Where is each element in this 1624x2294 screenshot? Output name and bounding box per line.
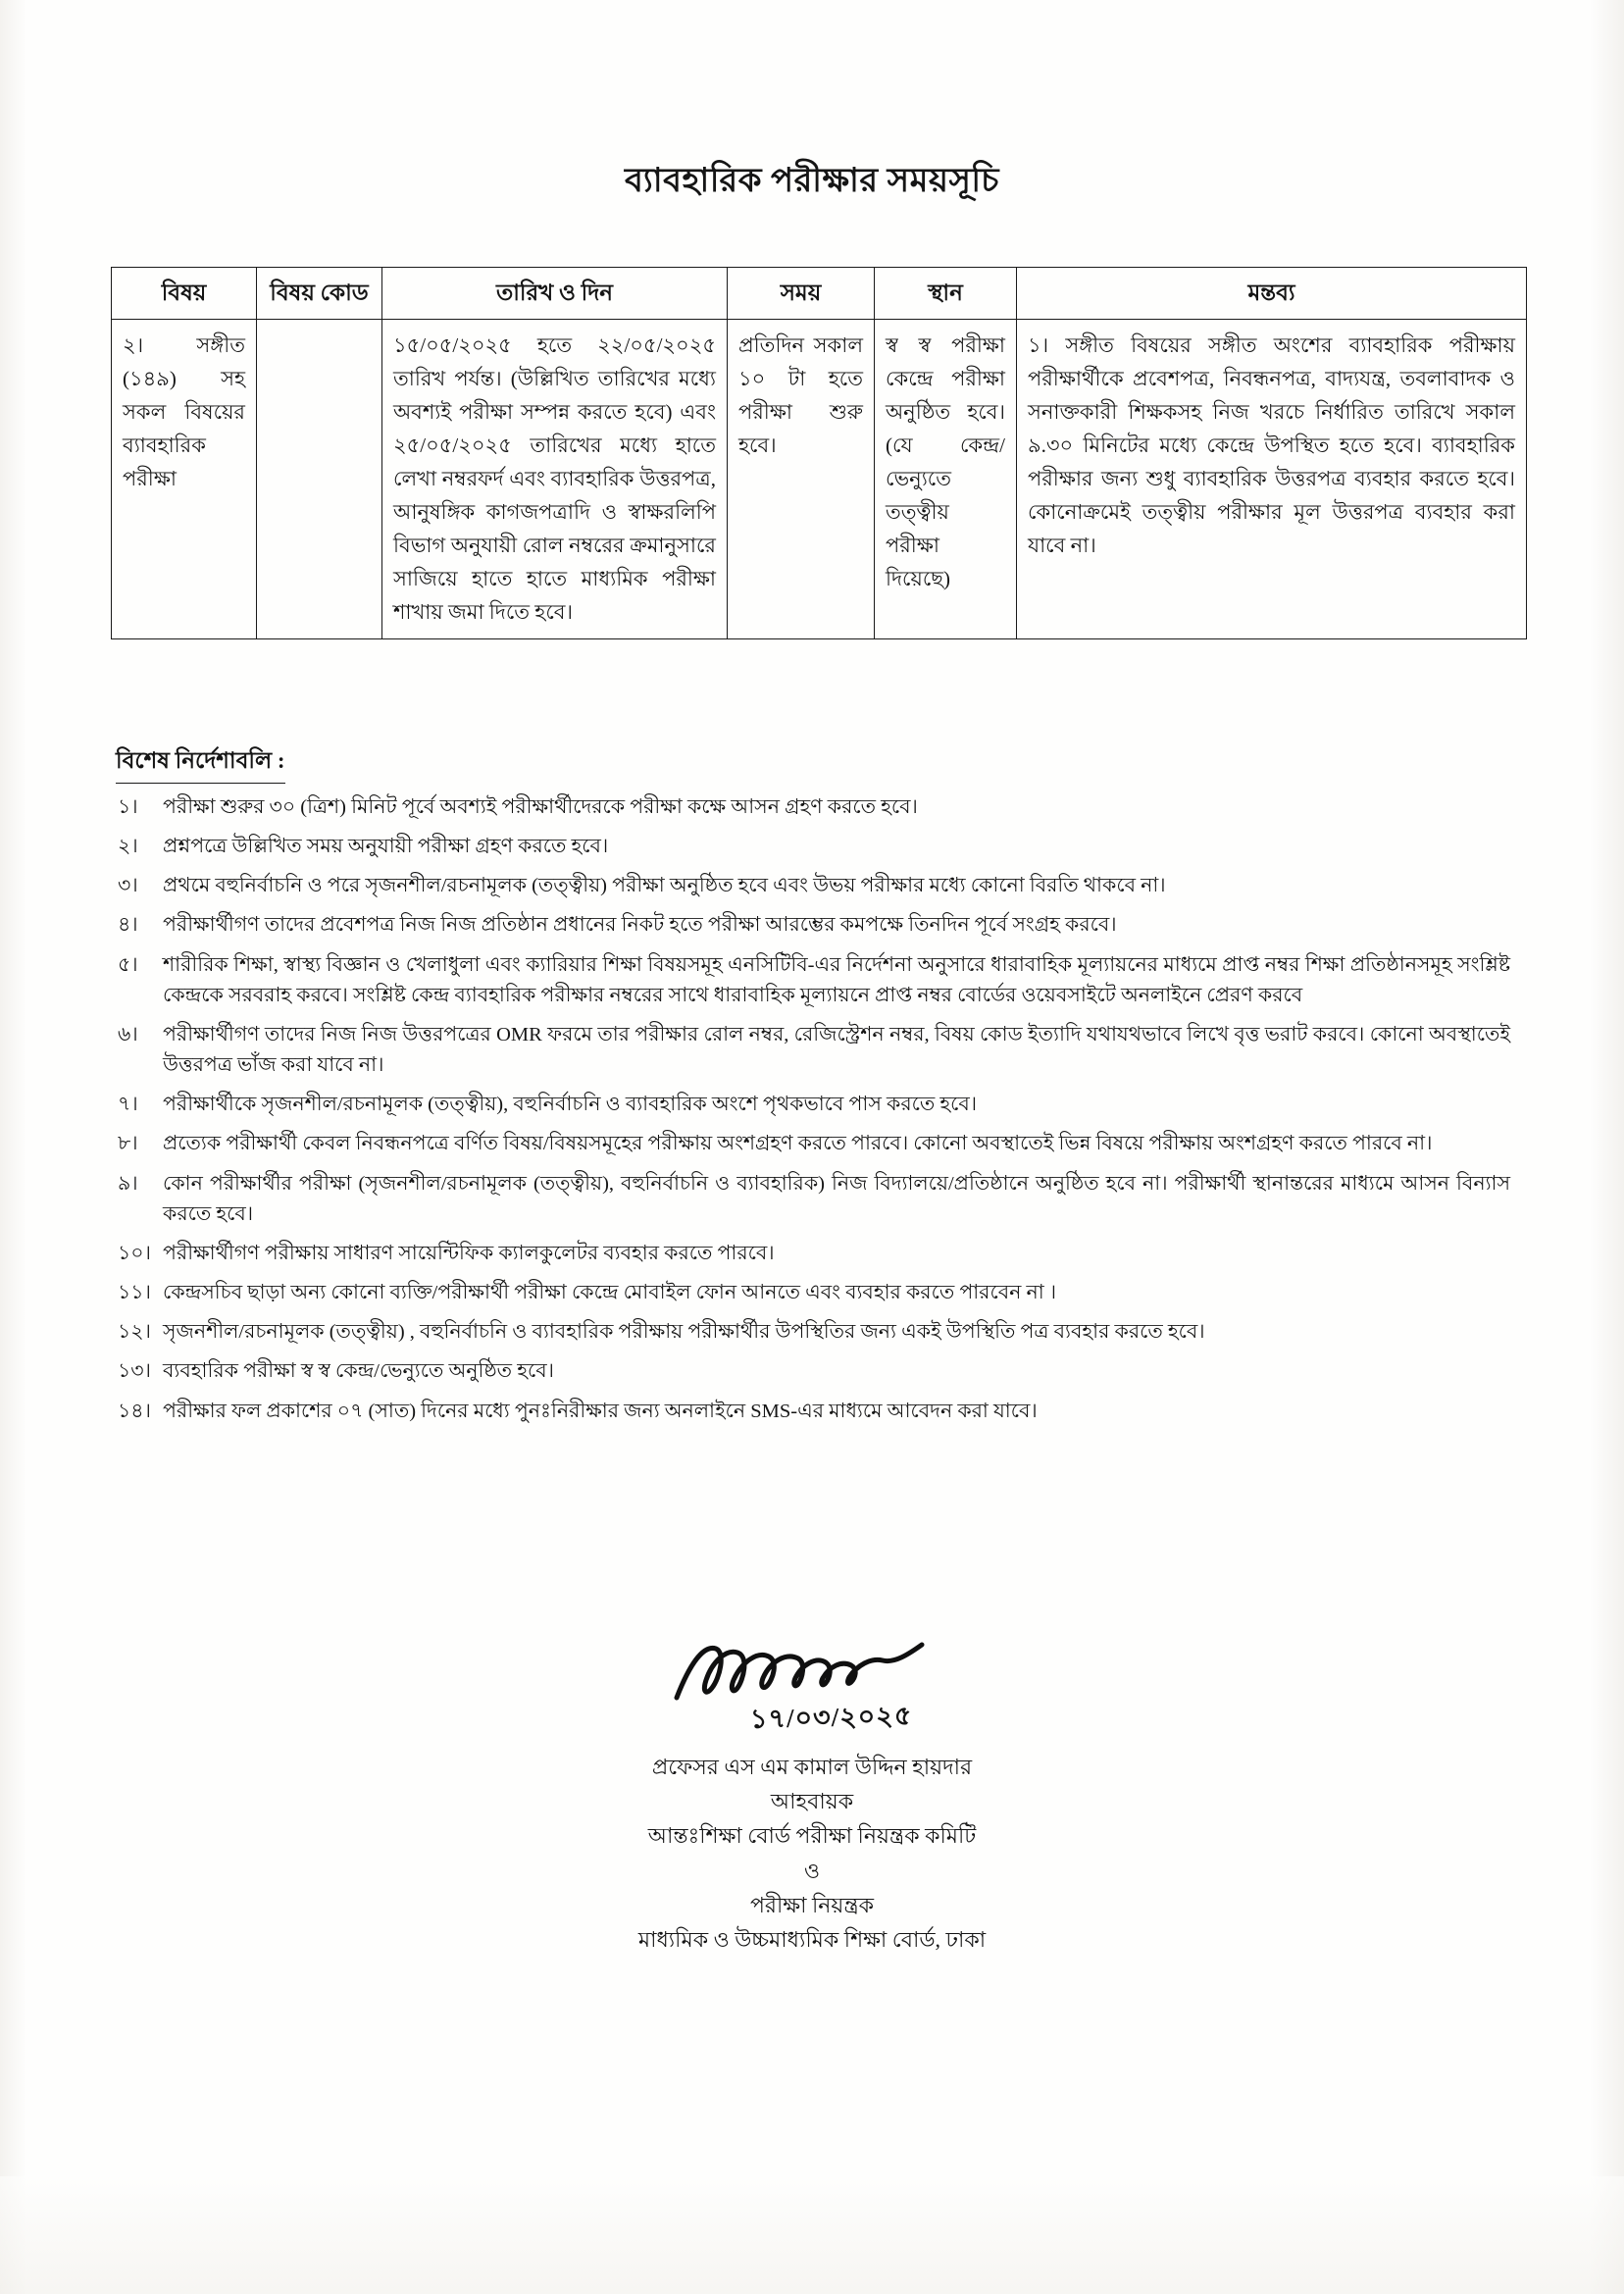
instruction-number: ৯। (118, 1172, 138, 1195)
instruction-number: ৪। (118, 914, 138, 937)
instruction-item (118, 1317, 1510, 1348)
signatory-role: আহবায়ক (770, 1789, 854, 1814)
cell-remarks: ১। সঙ্গীত বিষয়ের সঙ্গীত অংশের ব্যাবহারিক পরীক্ষায় পরীক্ষার্থীকে প্রবেশপত্র, নিবন্ধনপত্র, বাদ্যযন্ত্র, তবলাবাদক ও সনাক্তকারী শিক্ষকসহ নিজ খরচে নির্ধারিত তারিখে সকাল ৯.৩০ মিনিটের মধ্যে কেন্দ্রে উপস্থিত হতে হবে। ব্যাবহারিক পরীক্ষার জন্য শুধু ব্যাবহারিক উত্তরপত্র ব্যবহার করতে হবে। কোনোক্রমেই তত্ত্বীয় পরীক্ষার মূল উত্তরপত্র ব্যবহার করা যাবে না। (1017, 320, 1527, 639)
instruction-number: ৭। (118, 1094, 138, 1116)
cell-place: স্ব স্ব পরীক্ষা কেন্দ্রে পরীক্ষা অনুষ্ঠিত হবে। (যে কেন্দ্র/ভেন্যুতে তত্ত্বীয় পরীক্ষা দিয়েছে) (875, 320, 1017, 639)
cell-time: প্রতিদিন সকাল ১০ টা হতে পরীক্ষা শুরু হবে। (728, 320, 875, 639)
practical-exam-schedule-table (111, 267, 1527, 639)
instruction-text: প্রত্যেক পরীক্ষার্থী কেবল নিবন্ধনপত্রে বর্ণিত বিষয়/বিষয়সমূহের পরীক্ষায় অংশগ্রহণ করতে পারবে। কোনো অবস্থাতেই ভিন্ন বিষয়ে পরীক্ষায় অংশগ্রহণ করতে পারবে না। (163, 1133, 1433, 1155)
column-header-time: সময় (728, 268, 875, 320)
column-header-subject-code: বিষয় কোড (257, 268, 382, 320)
instruction-text: প্রথমে বহুনির্বাচনি ও পরে সৃজনশীল/রচনামূলক (তত্ত্বীয়) পরীক্ষা অনুষ্ঠিত হবে এবং উভয় পরীক্ষার মধ্যে কোনো বিরতি থাকবে না। (163, 875, 1166, 897)
instruction-text: পরীক্ষার্থীগণ তাদের নিজ নিজ উত্তরপত্রের OMR ফরমে তার পরীক্ষার রোল নম্বর, রেজিস্ট্রেশন নম্বর, বিষয় কোড ইত্যাদি যথাযথভাবে লিখে বৃত্ত ভরাট করবে। কোনো অবস্থাতেই উত্তরপত্র ভাঁজ করা যাবে না। (163, 1023, 1510, 1077)
instruction-text: পরীক্ষার্থীগণ পরীক্ষায় সাধারণ সায়েন্টিফিক ক্যালকুলেটর ব্যবহার করতে পারবে। (163, 1242, 775, 1264)
instruction-item (118, 832, 1510, 862)
page-title: ব্যাবহারিক পরীক্ষার সময়সূচি (624, 163, 1000, 199)
instruction-text: পরীক্ষার্থীকে সৃজনশীল/রচনামূলক (তত্ত্বীয়), বহুনির্বাচনি ও ব্যাবহারিক অংশে পৃথকভাবে পাস করতে হবে। (163, 1094, 978, 1116)
instruction-text: ব্যবহারিক পরীক্ষা স্ব স্ব কেন্দ্র/ভেন্যুতে অনুষ্ঠিত হবে। (163, 1360, 554, 1383)
instruction-item (118, 1090, 1510, 1120)
cell-subject-code (257, 320, 382, 639)
scan-edge-bottom (0, 2176, 1624, 2294)
instruction-number: ৬। (118, 1023, 138, 1045)
instruction-number: ১২। (118, 1321, 151, 1344)
instruction-number: ৩। (118, 875, 138, 897)
table-header-row (112, 268, 1527, 320)
signatory-board: মাধ্যমিক ও উচ্চমাধ্যমিক শিক্ষা বোর্ড, ঢাকা (637, 1926, 987, 1952)
instruction-text: পরীক্ষার ফল প্রকাশের ০৭ (সাত) দিনের মধ্যে পুনঃনিরীক্ষার জন্য অনলাইনে SMS-এর মাধ্যমে আবেদন করা যাবে। (163, 1400, 1038, 1422)
instruction-item (118, 1356, 1510, 1387)
special-instructions-list (118, 792, 1510, 1436)
cell-date-and-day: ১৫/০৫/২০২৫ হতে ২২/০৫/২০২৫ তারিখ পর্যন্ত। (উল্লিখিত তারিখের মধ্যে অবশ্যই পরীক্ষা সম্পন্ন করতে হবে) এবং ২৫/০৫/২০২৫ তারিখের মধ্যে হাতে লেখা নম্বরফর্দ এবং ব্যাবহারিক উত্তরপত্র, আনুষঙ্গিক কাগজপত্রাদি ও স্বাক্ষরলিপি বিভাগ অনুযায়ী রোল নম্বরের ক্রমানুসারে সাজিয়ে হাতে হাতে মাধ্যমিক পরীক্ষা শাখায় জমা দিতে হবে। (382, 320, 728, 639)
instruction-item (118, 1278, 1510, 1308)
instruction-number: ৫। (118, 953, 138, 976)
special-instructions-heading: বিশেষ নির্দেশাবলি : (116, 742, 285, 784)
signature-date: ১৭/০৩/২০২৫ (749, 1701, 913, 1734)
instruction-number: ২। (118, 836, 138, 858)
instruction-item (118, 1020, 1510, 1081)
instruction-text: শারীরিক শিক্ষা, স্বাস্থ্য বিজ্ঞান ও খেলাধুলা এবং ক্যারিয়ার শিক্ষা বিষয়সমূহ এনসিটিবি-এর নির্দেশনা অনুসারে ধারাবাহিক মূল্যায়নের মাধ্যমে প্রাপ্ত নম্বর শিক্ষা প্রতিষ্ঠানসমূহ সংশ্লিষ্ট কেন্দ্রকে সরবরাহ করবে। সংশ্লিষ্ট কেন্দ্র ব্যাবহারিক পরীক্ষার নম্বরের সাথে ধারাবাহিক মূল্যায়নে প্রাপ্ত নম্বর বোর্ডের ওয়েবসাইটে অনলাইনে প্রেরণ করবে (163, 953, 1510, 1006)
column-header-remarks: মন্তব্য (1017, 268, 1527, 320)
instruction-text: কোন পরীক্ষার্থীর পরীক্ষা (সৃজনশীল/রচনামূলক (তত্ত্বীয়), বহুনির্বাচনি ও ব্যাবহারিক) নিজ বিদ্যালয়ে/প্রতিষ্ঠানে অনুষ্ঠিত হবে না। পরীক্ষার্থী স্থানান্তরের মাধ্যমে আসন বিন্যাস করতে হবে। (163, 1172, 1510, 1225)
instruction-text: কেন্দ্রসচিব ছাড়া অন্য কোনো ব্যক্তি/পরীক্ষার্থী পরীক্ষা কেন্দ্রে মোবাইল ফোন আনতে এবং ব্যবহার করতে পারবেন না । (163, 1282, 1057, 1304)
column-header-place: স্থান (875, 268, 1017, 320)
instruction-item (118, 792, 1510, 823)
table-row (112, 320, 1527, 639)
instruction-text: পরীক্ষা শুরুর ৩০ (ত্রিশ) মিনিট পূর্বে অবশ্যই পরীক্ষার্থীদেরকে পরীক্ষা কক্ষে আসন গ্রহণ করতে হবে। (163, 796, 918, 818)
instruction-text: প্রশ্নপত্রে উল্লিখিত সময় অনুযায়ী পরীক্ষা গ্রহণ করতে হবে। (163, 836, 609, 858)
instruction-number: ১০। (118, 1242, 151, 1264)
signature-block (0, 1623, 1624, 1957)
signatory-conjunction: ও (803, 1858, 821, 1883)
instruction-item (118, 871, 1510, 901)
instruction-number: ১১। (118, 1282, 151, 1304)
cell-subject: ২। সঙ্গীত (১৪৯) সহ সকল বিষয়ের ব্যাবহারিক পরীক্ষা (112, 320, 257, 639)
signatory-committee: আন্তঃশিক্ষা বোর্ড পরীক্ষা নিয়ন্ত্রক কমিটি (647, 1823, 977, 1849)
instruction-item (118, 910, 1510, 941)
instruction-item (118, 1169, 1510, 1230)
instruction-number: ১৪। (118, 1400, 151, 1422)
instruction-number: ৮। (118, 1133, 138, 1155)
column-header-date-and-day: তারিখ ও দিন (382, 268, 728, 320)
signatory-details (0, 1750, 1624, 1957)
signatory-name: প্রফেসর এস এম কামাল উদ্দিন হায়দার (651, 1755, 973, 1779)
instruction-number: ১৩। (118, 1360, 151, 1383)
instruction-item (118, 1239, 1510, 1269)
signatory-designation: পরীক্ষা নিয়ন্ত্রক (749, 1892, 875, 1917)
instruction-item (118, 1129, 1510, 1159)
instruction-text: সৃজনশীল/রচনামূলক (তত্ত্বীয়) , বহুনির্বাচনি ও ব্যাবহারিক পরীক্ষায় পরীক্ষার্থীর উপস্থিতির জন্য একই উপস্থিতি পত্র ব্যবহার করতে হবে। (163, 1321, 1205, 1344)
column-header-subject: বিষয় (112, 268, 257, 320)
instruction-item (118, 950, 1510, 1011)
instruction-item (118, 1397, 1510, 1427)
instruction-text: পরীক্ষার্থীগণ তাদের প্রবেশপত্র নিজ নিজ প্রতিষ্ঠান প্রধানের নিকট হতে পরীক্ষা আরম্ভের কমপক্ষে তিনদিন পূর্বে সংগ্রহ করবে। (163, 914, 1117, 937)
instruction-number: ১। (118, 796, 138, 818)
